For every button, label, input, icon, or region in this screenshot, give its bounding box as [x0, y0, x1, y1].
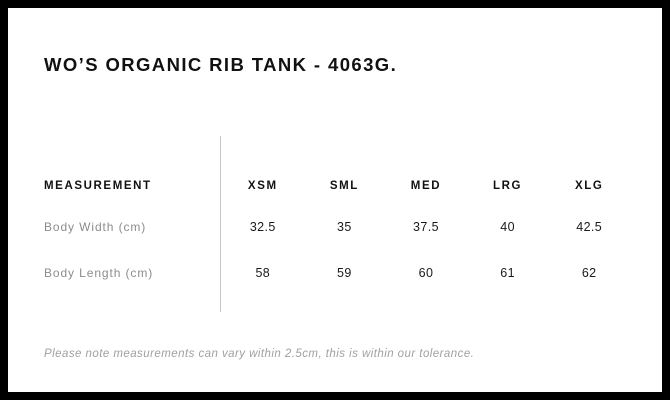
- column-header-sml: SML: [329, 180, 359, 192]
- table-header-row: [44, 136, 630, 204]
- column-header-xlg: XLG: [574, 180, 604, 192]
- size-table: [44, 136, 630, 296]
- size-chart-page: [8, 8, 662, 392]
- cell-body-length-sml: 59: [337, 266, 352, 280]
- table-row: [44, 204, 630, 250]
- cell-body-width-sml: 35: [337, 220, 352, 234]
- cell-body-length-lrg: 61: [500, 266, 515, 280]
- row-label-body-length: Body Length (cm): [44, 266, 154, 280]
- column-header-lrg: LRG: [493, 180, 523, 192]
- column-header-med: MED: [410, 180, 442, 192]
- page-title: WO’S ORGANIC RIB TANK - 4063G.: [44, 54, 398, 75]
- table-row: [44, 250, 630, 296]
- cell-body-length-med: 60: [418, 266, 434, 280]
- cell-body-length-xlg: 62: [581, 266, 597, 280]
- tolerance-note: Please note measurements can vary within 2.5cm, this is within our tolerance.: [44, 348, 475, 360]
- cell-body-width-lrg: 40: [500, 220, 515, 234]
- cell-body-width-xsm: 32.5: [249, 220, 276, 234]
- cell-body-width-med: 37.5: [413, 220, 439, 234]
- cell-body-length-xsm: 58: [255, 266, 271, 280]
- column-header-xsm: XSM: [247, 180, 278, 192]
- size-table-container: [44, 136, 630, 296]
- row-label-body-width: Body Width (cm): [44, 220, 147, 234]
- column-header-measurement: MEASUREMENT: [44, 180, 152, 192]
- cell-body-width-xlg: 42.5: [576, 220, 603, 234]
